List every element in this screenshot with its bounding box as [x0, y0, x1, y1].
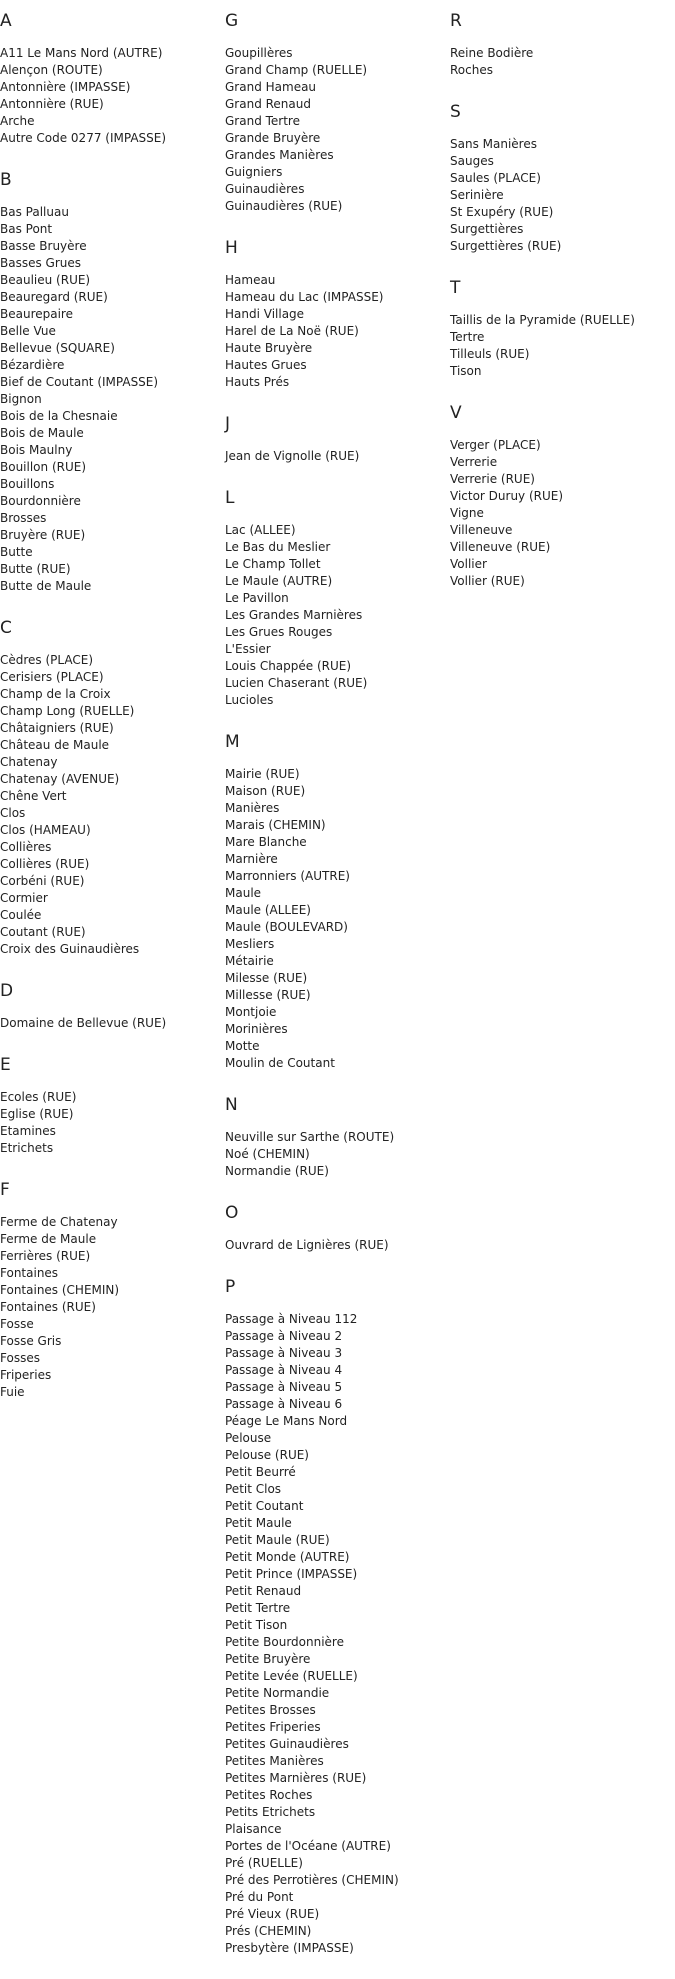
street-link[interactable]: Taillis de la Pyramide (RUELLE) — [450, 313, 635, 327]
street-link[interactable]: Bourdonnière — [0, 494, 81, 508]
letter-section — [225, 487, 445, 709]
street-link[interactable]: Bois Maulny — [0, 443, 73, 457]
street-link[interactable]: Portes de l'Océane (AUTRE) — [225, 1839, 391, 1853]
street-link[interactable]: Victor Duruy (RUE) — [450, 489, 564, 503]
street-link[interactable]: Bas Pont — [0, 222, 53, 236]
street-link[interactable]: Corbéni (RUE) — [0, 874, 85, 888]
street-link[interactable]: Manières — [225, 801, 280, 815]
street-link[interactable]: Hameau — [225, 273, 276, 287]
street-link[interactable]: Petit Tison — [225, 1618, 288, 1632]
street-link[interactable]: Arche — [0, 114, 35, 128]
street-link[interactable]: Lac (ALLEE) — [225, 523, 296, 537]
street-link[interactable]: Passage à Niveau 5 — [225, 1380, 343, 1394]
street-link[interactable]: Surgettières (RUE) — [450, 239, 562, 253]
street-link[interactable]: Pelouse (RUE) — [225, 1448, 309, 1462]
letter-heading: P — [225, 1277, 236, 1297]
street-link[interactable]: Pré du Pont — [225, 1890, 294, 1904]
street-link[interactable]: Hautes Grues — [225, 358, 307, 372]
street-link[interactable]: Verger (PLACE) — [450, 438, 541, 452]
letter-heading: O — [225, 1203, 239, 1223]
street-link[interactable]: Champ Long (RUELLE) — [0, 704, 135, 718]
street-link[interactable]: Presbytère (IMPASSE) — [225, 1941, 354, 1955]
street-link[interactable]: Millesse (RUE) — [225, 988, 311, 1002]
letter-heading: N — [225, 1095, 238, 1115]
street-list — [0, 204, 220, 595]
street-link[interactable]: Hameau du Lac (IMPASSE) — [225, 290, 384, 304]
street-link[interactable]: Marronniers (AUTRE) — [225, 869, 350, 883]
street-link[interactable]: Butte (RUE) — [0, 562, 71, 576]
street-link[interactable]: Passage à Niveau 112 — [225, 1312, 358, 1326]
street-link[interactable]: Chatenay — [0, 755, 58, 769]
letter-section — [0, 1054, 220, 1157]
street-link[interactable]: Noé (CHEMIN) — [225, 1147, 310, 1161]
street-link[interactable]: Grand Renaud — [225, 97, 311, 111]
street-link[interactable]: Neuville sur Sarthe (ROUTE) — [225, 1130, 395, 1144]
street-link[interactable]: Chatenay (AVENUE) — [0, 772, 120, 786]
street-link[interactable]: Passage à Niveau 3 — [225, 1346, 343, 1360]
street-link[interactable]: Clos (HAMEAU) — [0, 823, 91, 837]
street-link[interactable]: Petite Normandie — [225, 1686, 330, 1700]
street-link[interactable]: Bézardière — [0, 358, 65, 372]
street-link[interactable]: Jean de Vignolle (RUE) — [225, 449, 360, 463]
letter-heading: J — [225, 414, 231, 434]
letter-section — [450, 101, 670, 255]
street-link[interactable]: Pré des Perrotières (CHEMIN) — [225, 1873, 399, 1887]
street-link[interactable]: Petite Bruyère — [225, 1652, 311, 1666]
letter-heading: R — [450, 11, 462, 31]
street-link[interactable]: Fontaines (RUE) — [0, 1300, 96, 1314]
street-link[interactable]: Tilleuls (RUE) — [450, 347, 530, 361]
street-link[interactable]: Mairie (RUE) — [225, 767, 300, 781]
street-link[interactable]: Cormier — [0, 891, 48, 905]
street-list — [450, 136, 670, 255]
street-link[interactable]: Petites Friperies — [225, 1720, 321, 1734]
street-link[interactable]: Marnière — [225, 852, 278, 866]
street-link[interactable]: Fosse — [0, 1317, 34, 1331]
street-link[interactable]: Eglise (RUE) — [0, 1107, 74, 1121]
street-column — [450, 10, 670, 612]
street-link[interactable]: Haute Bruyère — [225, 341, 313, 355]
street-link[interactable]: Châtaigniers (RUE) — [0, 721, 114, 735]
street-list — [225, 45, 445, 215]
street-link[interactable]: Montjoie — [225, 1005, 277, 1019]
street-link[interactable]: Passage à Niveau 6 — [225, 1397, 343, 1411]
street-link[interactable]: Mesliers — [225, 937, 275, 951]
street-link[interactable]: Petits Etrichets — [225, 1805, 316, 1819]
street-link[interactable]: Saules (PLACE) — [450, 171, 541, 185]
street-link[interactable]: Motte — [225, 1039, 260, 1053]
street-link[interactable]: Belle Vue — [0, 324, 56, 338]
street-list — [0, 1015, 220, 1032]
street-link[interactable]: A11 Le Mans Nord (AUTRE) — [0, 46, 163, 60]
street-link[interactable]: Reine Bodière — [450, 46, 534, 60]
street-list — [0, 1214, 220, 1401]
street-link[interactable]: Tertre — [450, 330, 485, 344]
street-link[interactable]: Etamines — [0, 1124, 56, 1138]
letter-heading: V — [450, 403, 462, 423]
street-link[interactable]: Prés (CHEMIN) — [225, 1924, 312, 1938]
street-list — [225, 766, 445, 1072]
street-link[interactable]: Chêne Vert — [0, 789, 67, 803]
street-link[interactable]: Petit Maule (RUE) — [225, 1533, 330, 1547]
street-link[interactable]: Petite Bourdonnière — [225, 1635, 344, 1649]
street-link[interactable]: Beaulieu (RUE) — [0, 273, 91, 287]
street-link[interactable]: Cerisiers (PLACE) — [0, 670, 104, 684]
street-link[interactable]: Ferme de Chatenay — [0, 1215, 118, 1229]
street-link[interactable]: Bignon — [0, 392, 42, 406]
street-list — [225, 1237, 445, 1254]
street-link[interactable]: Passage à Niveau 4 — [225, 1363, 343, 1377]
street-link[interactable]: Moulin de Coutant — [225, 1056, 335, 1070]
street-link[interactable]: Lucioles — [225, 693, 274, 707]
street-link[interactable]: Serinière — [450, 188, 504, 202]
letter-section — [0, 980, 220, 1032]
letter-heading: F — [0, 1180, 10, 1200]
street-link[interactable]: Tison — [450, 364, 482, 378]
street-list — [225, 1311, 445, 1957]
street-link[interactable]: Croix des Guinaudières — [0, 942, 140, 956]
street-link[interactable]: Champ de la Croix — [0, 687, 111, 701]
street-link[interactable]: Sans Manières — [450, 137, 537, 151]
street-link[interactable]: Lucien Chaserant (RUE) — [225, 676, 368, 690]
street-link[interactable]: Petit Clos — [225, 1482, 282, 1496]
street-link[interactable]: Handi Village — [225, 307, 305, 321]
letter-section — [0, 1179, 220, 1401]
street-link[interactable]: Cèdres (PLACE) — [0, 653, 94, 667]
street-link[interactable]: Les Grandes Marnières — [225, 608, 363, 622]
letter-heading: D — [0, 981, 14, 1001]
letter-heading: M — [225, 732, 240, 752]
street-link[interactable]: Ferrières (RUE) — [0, 1249, 91, 1263]
street-link[interactable]: Les Grues Rouges — [225, 625, 333, 639]
letter-section — [225, 237, 445, 391]
letter-section — [0, 169, 220, 595]
street-link[interactable]: Petites Roches — [225, 1788, 313, 1802]
street-link[interactable]: Fuie — [0, 1385, 25, 1399]
street-list — [225, 1129, 445, 1180]
street-link[interactable]: Verrerie — [450, 455, 498, 469]
street-link[interactable]: Château de Maule — [0, 738, 110, 752]
street-list — [450, 312, 670, 380]
street-link[interactable]: Plaisance — [225, 1822, 282, 1836]
street-link[interactable]: Collières (RUE) — [0, 857, 90, 871]
letter-heading: H — [225, 238, 238, 258]
street-link[interactable]: Petit Tertre — [225, 1601, 291, 1615]
street-link[interactable]: Clos — [0, 806, 26, 820]
street-list — [0, 652, 220, 958]
street-link[interactable]: Guigniers — [225, 165, 283, 179]
street-link[interactable]: Normandie (RUE) — [225, 1164, 329, 1178]
street-link[interactable]: Maule (ALLEE) — [225, 903, 311, 917]
street-link[interactable]: Le Maule (AUTRE) — [225, 574, 333, 588]
street-link[interactable]: Passage à Niveau 2 — [225, 1329, 343, 1343]
letter-heading: B — [0, 170, 12, 190]
letter-section — [450, 10, 670, 79]
letter-heading: G — [225, 11, 239, 31]
street-link[interactable]: Vollier — [450, 557, 487, 571]
street-link[interactable]: Petit Renaud — [225, 1584, 302, 1598]
street-link[interactable]: Basses Grues — [0, 256, 82, 270]
street-link[interactable]: Goupillères — [225, 46, 293, 60]
street-link[interactable]: Petites Guinaudières — [225, 1737, 349, 1751]
street-link[interactable]: Villeneuve — [450, 523, 513, 537]
street-link[interactable]: Butte de Maule — [0, 579, 92, 593]
street-link[interactable]: Vollier (RUE) — [450, 574, 525, 588]
street-link[interactable]: Guinaudières — [225, 182, 305, 196]
letter-heading: S — [450, 102, 461, 122]
street-link[interactable]: Milesse (RUE) — [225, 971, 308, 985]
street-link[interactable]: Maule (BOULEVARD) — [225, 920, 348, 934]
street-link[interactable]: Maison (RUE) — [225, 784, 306, 798]
street-link[interactable]: Hauts Prés — [225, 375, 290, 389]
street-link[interactable]: Louis Chappée (RUE) — [225, 659, 352, 673]
street-link[interactable]: Grandes Manières — [225, 148, 334, 162]
street-link[interactable]: Maule — [225, 886, 262, 900]
street-link[interactable]: Surgettières — [450, 222, 524, 236]
street-link[interactable]: Petit Coutant — [225, 1499, 304, 1513]
street-link[interactable]: Petite Levée (RUELLE) — [225, 1669, 358, 1683]
street-link[interactable]: Bellevue (SQUARE) — [0, 341, 115, 355]
street-list — [450, 437, 670, 590]
street-link[interactable]: Sauges — [450, 154, 494, 168]
street-link[interactable]: Roches — [450, 63, 493, 77]
street-link[interactable]: Coulée — [0, 908, 42, 922]
street-link[interactable]: L'Essier — [225, 642, 271, 656]
street-link[interactable]: Pré (RUELLE) — [225, 1856, 303, 1870]
street-link[interactable]: Fosses — [0, 1351, 40, 1365]
street-link[interactable]: Mare Blanche — [225, 835, 307, 849]
street-link[interactable]: Fontaines (CHEMIN) — [0, 1283, 120, 1297]
street-link[interactable]: Antonnière (RUE) — [0, 97, 104, 111]
street-link[interactable]: Grand Hameau — [225, 80, 317, 94]
street-link[interactable]: Beaurepaire — [0, 307, 73, 321]
street-link[interactable]: Vigne — [450, 506, 484, 520]
street-link[interactable]: Bois de la Chesnaie — [0, 409, 118, 423]
street-link[interactable]: Ecoles (RUE) — [0, 1090, 77, 1104]
street-link[interactable]: Villeneuve (RUE) — [450, 540, 551, 554]
street-link[interactable]: Petit Beurré — [225, 1465, 296, 1479]
street-link[interactable]: Petites Manières — [225, 1754, 324, 1768]
street-link[interactable]: Morinières — [225, 1022, 288, 1036]
street-link[interactable]: Etrichets — [0, 1141, 54, 1155]
street-link[interactable]: Métairie — [225, 954, 274, 968]
street-link[interactable]: Grand Champ (RUELLE) — [225, 63, 368, 77]
street-list — [450, 45, 670, 79]
street-link[interactable]: Friperies — [0, 1368, 52, 1382]
street-link[interactable]: Ouvrard de Lignières (RUE) — [225, 1238, 389, 1252]
street-column — [0, 10, 220, 1423]
street-link[interactable]: Bruyère (RUE) — [0, 528, 86, 542]
street-link[interactable]: Grande Bruyère — [225, 131, 321, 145]
street-link[interactable]: Beauregard (RUE) — [0, 290, 108, 304]
street-link[interactable]: Brosses — [0, 511, 47, 525]
street-link[interactable]: Pré Vieux (RUE) — [225, 1907, 320, 1921]
street-link[interactable]: St Exupéry (RUE) — [450, 205, 554, 219]
street-link[interactable]: Basse Bruyère — [0, 239, 87, 253]
letter-heading: E — [0, 1055, 11, 1075]
street-link[interactable]: Bouillon (RUE) — [0, 460, 87, 474]
street-list — [225, 272, 445, 391]
street-link[interactable]: Petites Marnières (RUE) — [225, 1771, 367, 1785]
street-link[interactable]: Harel de La Noë (RUE) — [225, 324, 359, 338]
letter-heading: T — [450, 278, 461, 298]
street-link[interactable]: Bas Palluau — [0, 205, 69, 219]
street-link[interactable]: Grand Tertre — [225, 114, 300, 128]
street-link[interactable]: Antonnière (IMPASSE) — [0, 80, 131, 94]
letter-heading: A — [0, 11, 12, 31]
street-link[interactable]: Le Pavillon — [225, 591, 289, 605]
street-link[interactable]: Bief de Coutant (IMPASSE) — [0, 375, 159, 389]
letter-heading: L — [225, 488, 235, 508]
street-link[interactable]: Fosse Gris — [0, 1334, 62, 1348]
letter-section — [225, 1094, 445, 1180]
street-link[interactable]: Verrerie (RUE) — [450, 472, 535, 486]
street-link[interactable]: Domaine de Bellevue (RUE) — [0, 1016, 167, 1030]
letter-section — [225, 1276, 445, 1957]
street-link[interactable]: Le Bas du Meslier — [225, 540, 331, 554]
street-link[interactable]: Le Champ Tollet — [225, 557, 321, 571]
street-link[interactable]: Péage Le Mans Nord — [225, 1414, 348, 1428]
street-link[interactable]: Pelouse — [225, 1431, 272, 1445]
letter-section — [225, 731, 445, 1072]
street-link[interactable]: Petit Prince (IMPASSE) — [225, 1567, 358, 1581]
street-list — [0, 45, 220, 147]
street-list — [225, 522, 445, 709]
street-list — [225, 448, 445, 465]
street-link[interactable]: Marais (CHEMIN) — [225, 818, 326, 832]
letter-heading: C — [0, 618, 12, 638]
letter-section — [450, 277, 670, 380]
street-column — [225, 10, 445, 1979]
street-list — [0, 1089, 220, 1157]
street-link[interactable]: Butte — [0, 545, 33, 559]
street-link[interactable]: Bouillons — [0, 477, 55, 491]
street-link[interactable]: Alençon (ROUTE) — [0, 63, 103, 77]
street-link[interactable]: Petit Maule — [225, 1516, 292, 1530]
letter-section — [0, 617, 220, 958]
letter-section — [0, 10, 220, 147]
street-link[interactable]: Petites Brosses — [225, 1703, 316, 1717]
street-link[interactable]: Petit Monde (AUTRE) — [225, 1550, 350, 1564]
street-link[interactable]: Autre Code 0277 (IMPASSE) — [0, 131, 167, 145]
street-link[interactable]: Bois de Maule — [0, 426, 84, 440]
letter-section — [225, 413, 445, 465]
letter-section — [225, 1202, 445, 1254]
street-link[interactable]: Collières — [0, 840, 52, 854]
letter-section — [225, 10, 445, 215]
street-link[interactable]: Fontaines — [0, 1266, 59, 1280]
street-link[interactable]: Coutant (RUE) — [0, 925, 86, 939]
street-link[interactable]: Ferme de Maule — [0, 1232, 97, 1246]
street-link[interactable]: Guinaudières (RUE) — [225, 199, 343, 213]
letter-section — [450, 402, 670, 590]
